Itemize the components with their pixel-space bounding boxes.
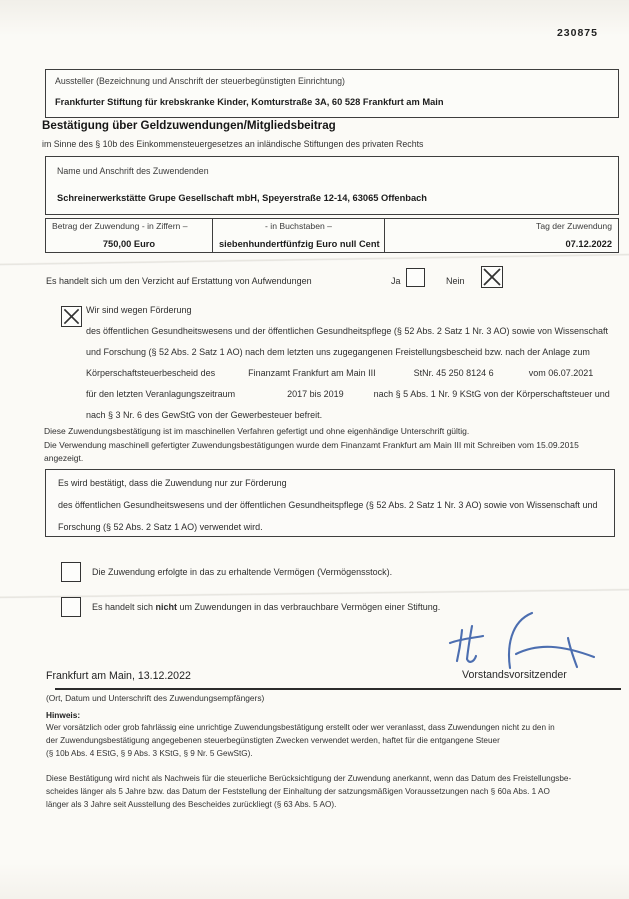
amount-table xyxy=(45,218,619,253)
donation-date-value: 07.12.2022 xyxy=(565,239,612,249)
tax-number-value: StNr. 45 250 8124 6 xyxy=(413,368,494,378)
footnote xyxy=(46,709,571,811)
amount-words-label: - in Buchstaben – xyxy=(265,221,332,231)
signatory-role: Vorstandsvorsitzender xyxy=(462,669,567,681)
paper-crease xyxy=(0,588,629,599)
page-subtitle: im Sinne des § 10b des Einkommensteuergesetzes an inländische Stiftungen des privaten Rechts xyxy=(42,139,424,149)
footnote-line: (§ 10b Abs. 4 EStG, § 9 Abs. 3 KStG, § 9 Nr. 5 GewStG). xyxy=(46,749,253,758)
issuer-label: Aussteller (Bezeichnung und Anschrift der steuerbegünstigten Einrichtung) xyxy=(55,76,345,86)
exemption-line4 xyxy=(86,368,593,378)
waiver-no-label: Nein xyxy=(446,276,465,286)
consumable-label-post: um Zuwendungen in das verbrauchbare Vermögen einer Stiftung. xyxy=(177,602,441,612)
confirmation-line2: des öffentlichen Gesundheitswesens und der öffentlichen Gesundheitspflege (§ 52 Abs. 2 Satz 1 Nr. 3 AO) sowie von Wissenschaft und xyxy=(58,500,598,510)
signature-caption: (Ort, Datum und Unterschrift des Zuwendungsempfängers) xyxy=(46,693,265,703)
machine-note xyxy=(44,425,579,466)
exemption-line5 xyxy=(86,389,610,399)
signature-divider xyxy=(55,688,621,690)
consumable-label-bold: nicht xyxy=(155,602,178,612)
footnote-line: länger als 3 Jahre seit Ausstellung des Bescheides zurückliegt (§ 63 Abs. 5 AO). xyxy=(46,800,337,809)
machine-note-line: Diese Zuwendungsbestätigung ist im maschinellen Verfahren gefertigt und ohne eigenhändige Unterschrift gültig. xyxy=(44,426,470,436)
footnote-line: scheides länger als 5 Jahre bzw. das Datum der Feststellung der Einhaltung der satzungsmäßigen Voraussetzungen nach § 60a Abs. 1 AO xyxy=(46,787,550,796)
waiver-statement: Es handelt sich um den Verzicht auf Erstattung von Aufwendungen xyxy=(46,276,312,286)
place-and-date: Frankfurt am Main, 13.12.2022 xyxy=(46,670,191,682)
paper-crease xyxy=(0,253,629,266)
donation-date-cell xyxy=(385,219,618,252)
exemption-checkbox[interactable] xyxy=(61,306,82,327)
x-mark-icon xyxy=(482,267,502,287)
exemption-line1: Wir sind wegen Förderung xyxy=(86,305,192,315)
donor-box xyxy=(45,156,619,215)
endowment-checkbox[interactable] xyxy=(61,562,81,582)
donor-label: Name und Anschrift des Zuwendenden xyxy=(57,166,209,176)
confirmation-box xyxy=(45,469,615,537)
machine-note-line: Die Verwendung maschinell gefertigter Zuwendungsbestätigungen wurde dem Finanzamt Frankfurt am Main III mit Schreiben vom 15.09.2015 xyxy=(44,439,579,450)
amount-words-value: siebenhundertfünfzig Euro null Cent xyxy=(219,239,380,249)
waiver-no-checkbox[interactable] xyxy=(481,266,503,288)
amount-figures-cell xyxy=(46,219,213,252)
consumable-label xyxy=(92,602,440,612)
donor-value: Schreinerwerkstätte Grupe Gesellschaft mbH, Speyerstraße 12-14, 63065 Offenbach xyxy=(57,193,427,203)
amount-figures-label: Betrag der Zuwendung - in Ziffern – xyxy=(52,221,188,231)
footnote-line: Diese Bestätigung wird nicht als Nachweis für die steuerliche Berücksichtigung der Zuwendung anerkannt, wenn das Datum des Freistellungsbe- xyxy=(46,774,572,783)
x-mark-icon xyxy=(62,307,81,326)
endowment-label: Die Zuwendung erfolgte in das zu erhaltende Vermögen (Vermögensstock). xyxy=(92,567,393,577)
page-title: Bestätigung über Geldzuwendungen/Mitgliedsbeitrag xyxy=(42,119,336,132)
exemption-line5-text: für den letzten Veranlagungszeitraum xyxy=(86,389,236,399)
footnote-line: der Zuwendungsbestätigung angegebenen steuerbegünstigten Zwecken verwendet werden, haftet für die entgangene Steuer xyxy=(46,736,500,745)
amount-words-cell xyxy=(213,219,385,252)
exemption-line5-text2: nach § 5 Abs. 1 Nr. 9 KStG von der Körperschaftsteuer und xyxy=(373,389,610,399)
issuer-value: Frankfurter Stiftung für krebskranke Kinder, Komturstraße 3A, 60 528 Frankfurt am Main xyxy=(55,97,444,107)
confirmation-line1: Es wird bestätigt, dass die Zuwendung nur zur Förderung xyxy=(58,478,287,488)
tax-office-value: Finanzamt Frankfurt am Main III xyxy=(248,368,376,378)
notice-date-value: vom 06.07.2021 xyxy=(528,368,594,378)
issuer-box xyxy=(45,69,619,118)
donation-date-label: Tag der Zuwendung xyxy=(536,221,612,231)
waiver-yes-label: Ja xyxy=(391,276,401,286)
assessment-period-value: 2017 bis 2019 xyxy=(287,389,344,399)
signature-scribble xyxy=(448,610,600,672)
exemption-line4-text: Körperschaftsteuerbescheid des xyxy=(86,368,216,378)
machine-note-line: angezeigt. xyxy=(44,453,84,463)
waiver-yes-checkbox[interactable] xyxy=(406,268,425,287)
consumable-label-pre: Es handelt sich xyxy=(92,602,156,612)
exemption-line3: und Forschung (§ 52 Abs. 2 Satz 1 AO) nach dem letzten uns zugegangenen Freistellungsbescheid bzw. nach der Anlage zum xyxy=(86,347,590,357)
document-number: 230875 xyxy=(556,27,598,39)
exemption-line2: des öffentlichen Gesundheitswesens und der öffentlichen Gesundheitspflege (§ 52 Abs. 2 Satz 1 Nr. 3 AO) sowie von Wissenschaft xyxy=(86,326,608,336)
consumable-checkbox[interactable] xyxy=(61,597,81,617)
footnote-line: Wer vorsätzlich oder grob fahrlässig eine unrichtige Zuwendungsbestätigung erstellt oder wer veranlasst, dass Zuwendungen nicht zu den in xyxy=(46,723,555,732)
confirmation-line3: Forschung (§ 52 Abs. 2 Satz 1 AO) verwendet wird. xyxy=(58,522,263,532)
footnote-heading: Hinweis: xyxy=(46,710,81,720)
amount-figures-value: 750,00 Euro xyxy=(102,239,156,249)
exemption-line6: nach § 3 Nr. 6 des GewStG von der Gewerbesteuer befreit. xyxy=(86,410,323,420)
